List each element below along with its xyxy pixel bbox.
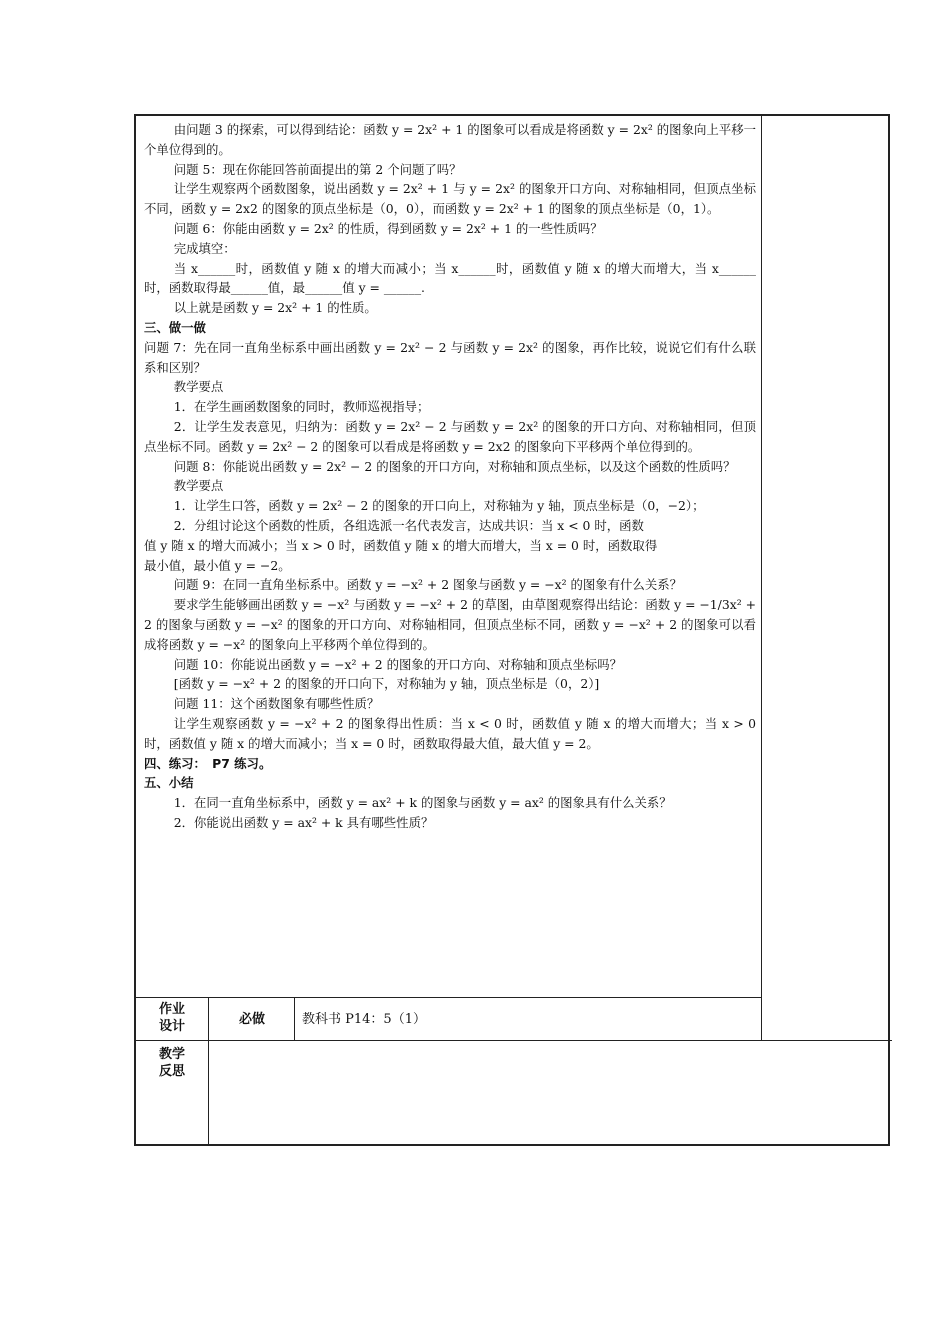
content-paragraph: 让学生观察两个函数图象，说出函数 y = 2x² + 1 与 y = 2x² 的图象开口方向、对称轴相同，但顶点坐标不同，函数 y = 2x2 的图象的顶点坐标是（0，0），而函数 y = 2x² + 1 的图象的顶点坐标是（0，1）。 — [144, 181, 756, 217]
content-paragraph: 问题 7：先在同一直角坐标系中画出函数 y = 2x² − 2 与函数 y = 2x² 的图象，再作比较，说说它们有什么联系和区别？ — [144, 339, 756, 375]
content-paragraph: 2．让学生发表意见，归纳为：函数 y = 2x² − 2 与函数 y = 2x² 的图象的开口方向、对称轴相同，但顶点坐标不同。函数 y = 2x² − 2 的图象可以看成是将函数 y = 2x2 的图象向下平移两个单位得到的。 — [144, 418, 756, 454]
content-paragraph: 由问题 3 的探索，可以得到结论：函数 y = 2x² + 1 的图象可以看成是将函数 y = 2x² 的图象向上平移一个单位得到的。 — [144, 122, 756, 157]
right-column-divider — [761, 116, 762, 1041]
homework-row-top-border — [136, 997, 762, 998]
homework-label-text: 作业设计 — [158, 1002, 185, 1034]
content-paragraph: 教学要点 — [173, 478, 224, 494]
content-paragraph: 让学生观察函数 y = −x² + 2 的图象得出性质：当 x < 0 时，函数值 y 随 x 的增大而增大；当 x > 0 时，函数值 y 随 x 的增大而减小；当 x = 0 时，函数取得最大值，最大值 y = 2。 — [144, 715, 756, 751]
homework-content — [302, 1011, 426, 1029]
homework-type — [216, 1011, 288, 1029]
section-heading: 四、练习： P7 练习。 — [144, 755, 272, 771]
content-paragraph: 1．在学生画函数图象的同时，教师巡视指导； — [173, 399, 430, 415]
content-paragraph: 当 x______时，函数值 y 随 x 的增大而减小；当 x______时，函数值 y 随 x 的增大而增大，当 x______时，函数取得最______值，最______值 y = ______. — [144, 260, 756, 296]
content-paragraph: 问题 5：现在你能回答前面提出的第 2 个问题了吗？ — [173, 161, 462, 177]
content-paragraph: 2．你能说出函数 y = ax² + k 具有哪些性质？ — [173, 814, 434, 830]
homework-label — [144, 1001, 200, 1035]
content-paragraph: 完成填空： — [173, 240, 236, 256]
content-paragraph: 问题 8：你能说出函数 y = 2x² − 2 的图象的开口方向，对称轴和顶点坐标，以及这个函数的性质吗？ — [173, 458, 736, 474]
content-paragraph: [函数 y = −x² + 2 的图象的开口向下，对称轴为 y 轴，顶点坐标是（0，2）] — [173, 676, 600, 692]
content-paragraph: 问题 6：你能由函数 y = 2x² 的性质，得到函数 y = 2x² + 1 的一些性质吗？ — [173, 220, 603, 236]
content-paragraph: 值 y 随 x 的增大而减小；当 x > 0 时，函数值 y 随 x 的增大而增大，当 x = 0 时，函数取得 — [144, 537, 658, 553]
content-paragraph: 问题 10：你能说出函数 y = −x² + 2 的图象的开口方向、对称轴和顶点坐标吗？ — [173, 656, 623, 672]
content-paragraph: 1．让学生口答，函数 y = 2x² − 2 的图象的开口向上，对称轴为 y 轴，顶点坐标是（0，−2）； — [173, 498, 705, 514]
section-heading: 三、做一做 — [144, 319, 206, 335]
homework-type-divider — [294, 997, 295, 1040]
content-paragraph: 1．在同一直角坐标系中，函数 y = ax² + k 的图象与函数 y = ax² 的图象具有什么关系？ — [173, 795, 672, 811]
lesson-content — [144, 120, 756, 833]
label-column-divider — [208, 997, 209, 1145]
reflection-label-text: 教学反思 — [158, 1047, 185, 1079]
content-paragraph: 问题 9：在同一直角坐标系中。函数 y = −x² + 2 图象与函数 y = −x² 的图象有什么关系？ — [173, 577, 682, 593]
content-paragraph: 2．分组讨论这个函数的性质，各组选派一名代表发言，达成共识：当 x < 0 时，函数 — [173, 517, 644, 533]
content-paragraph: 最小值，最小值 y = −2。 — [144, 557, 291, 573]
content-paragraph: 以上就是函数 y = 2x² + 1 的性质。 — [173, 300, 377, 316]
lesson-plan-table — [134, 114, 890, 1146]
homework-content-text: 教科书 P14：5（1） — [302, 1012, 426, 1027]
content-paragraph: 问题 11：这个函数图象有哪些性质？ — [173, 696, 380, 712]
content-paragraph: 要求学生能够画出函数 y = −x² 与函数 y = −x² + 2 的草图，由草图观察得出结论：函数 y = −1/3x² + 2 的图象与函数 y = −x² 的图象的开口方向、对称轴相同，但顶点坐标不同，函数 y = −x² + 2 的图象可以看成将函数 y = −x² 的图象向上平移两个单位得到的。 — [144, 597, 756, 652]
section-heading: 五、小结 — [144, 775, 194, 791]
homework-type-text: 必做 — [238, 1012, 265, 1027]
content-paragraph: 教学要点 — [173, 379, 224, 395]
reflection-label — [144, 1046, 200, 1080]
reflection-row-top-border — [136, 1040, 892, 1041]
